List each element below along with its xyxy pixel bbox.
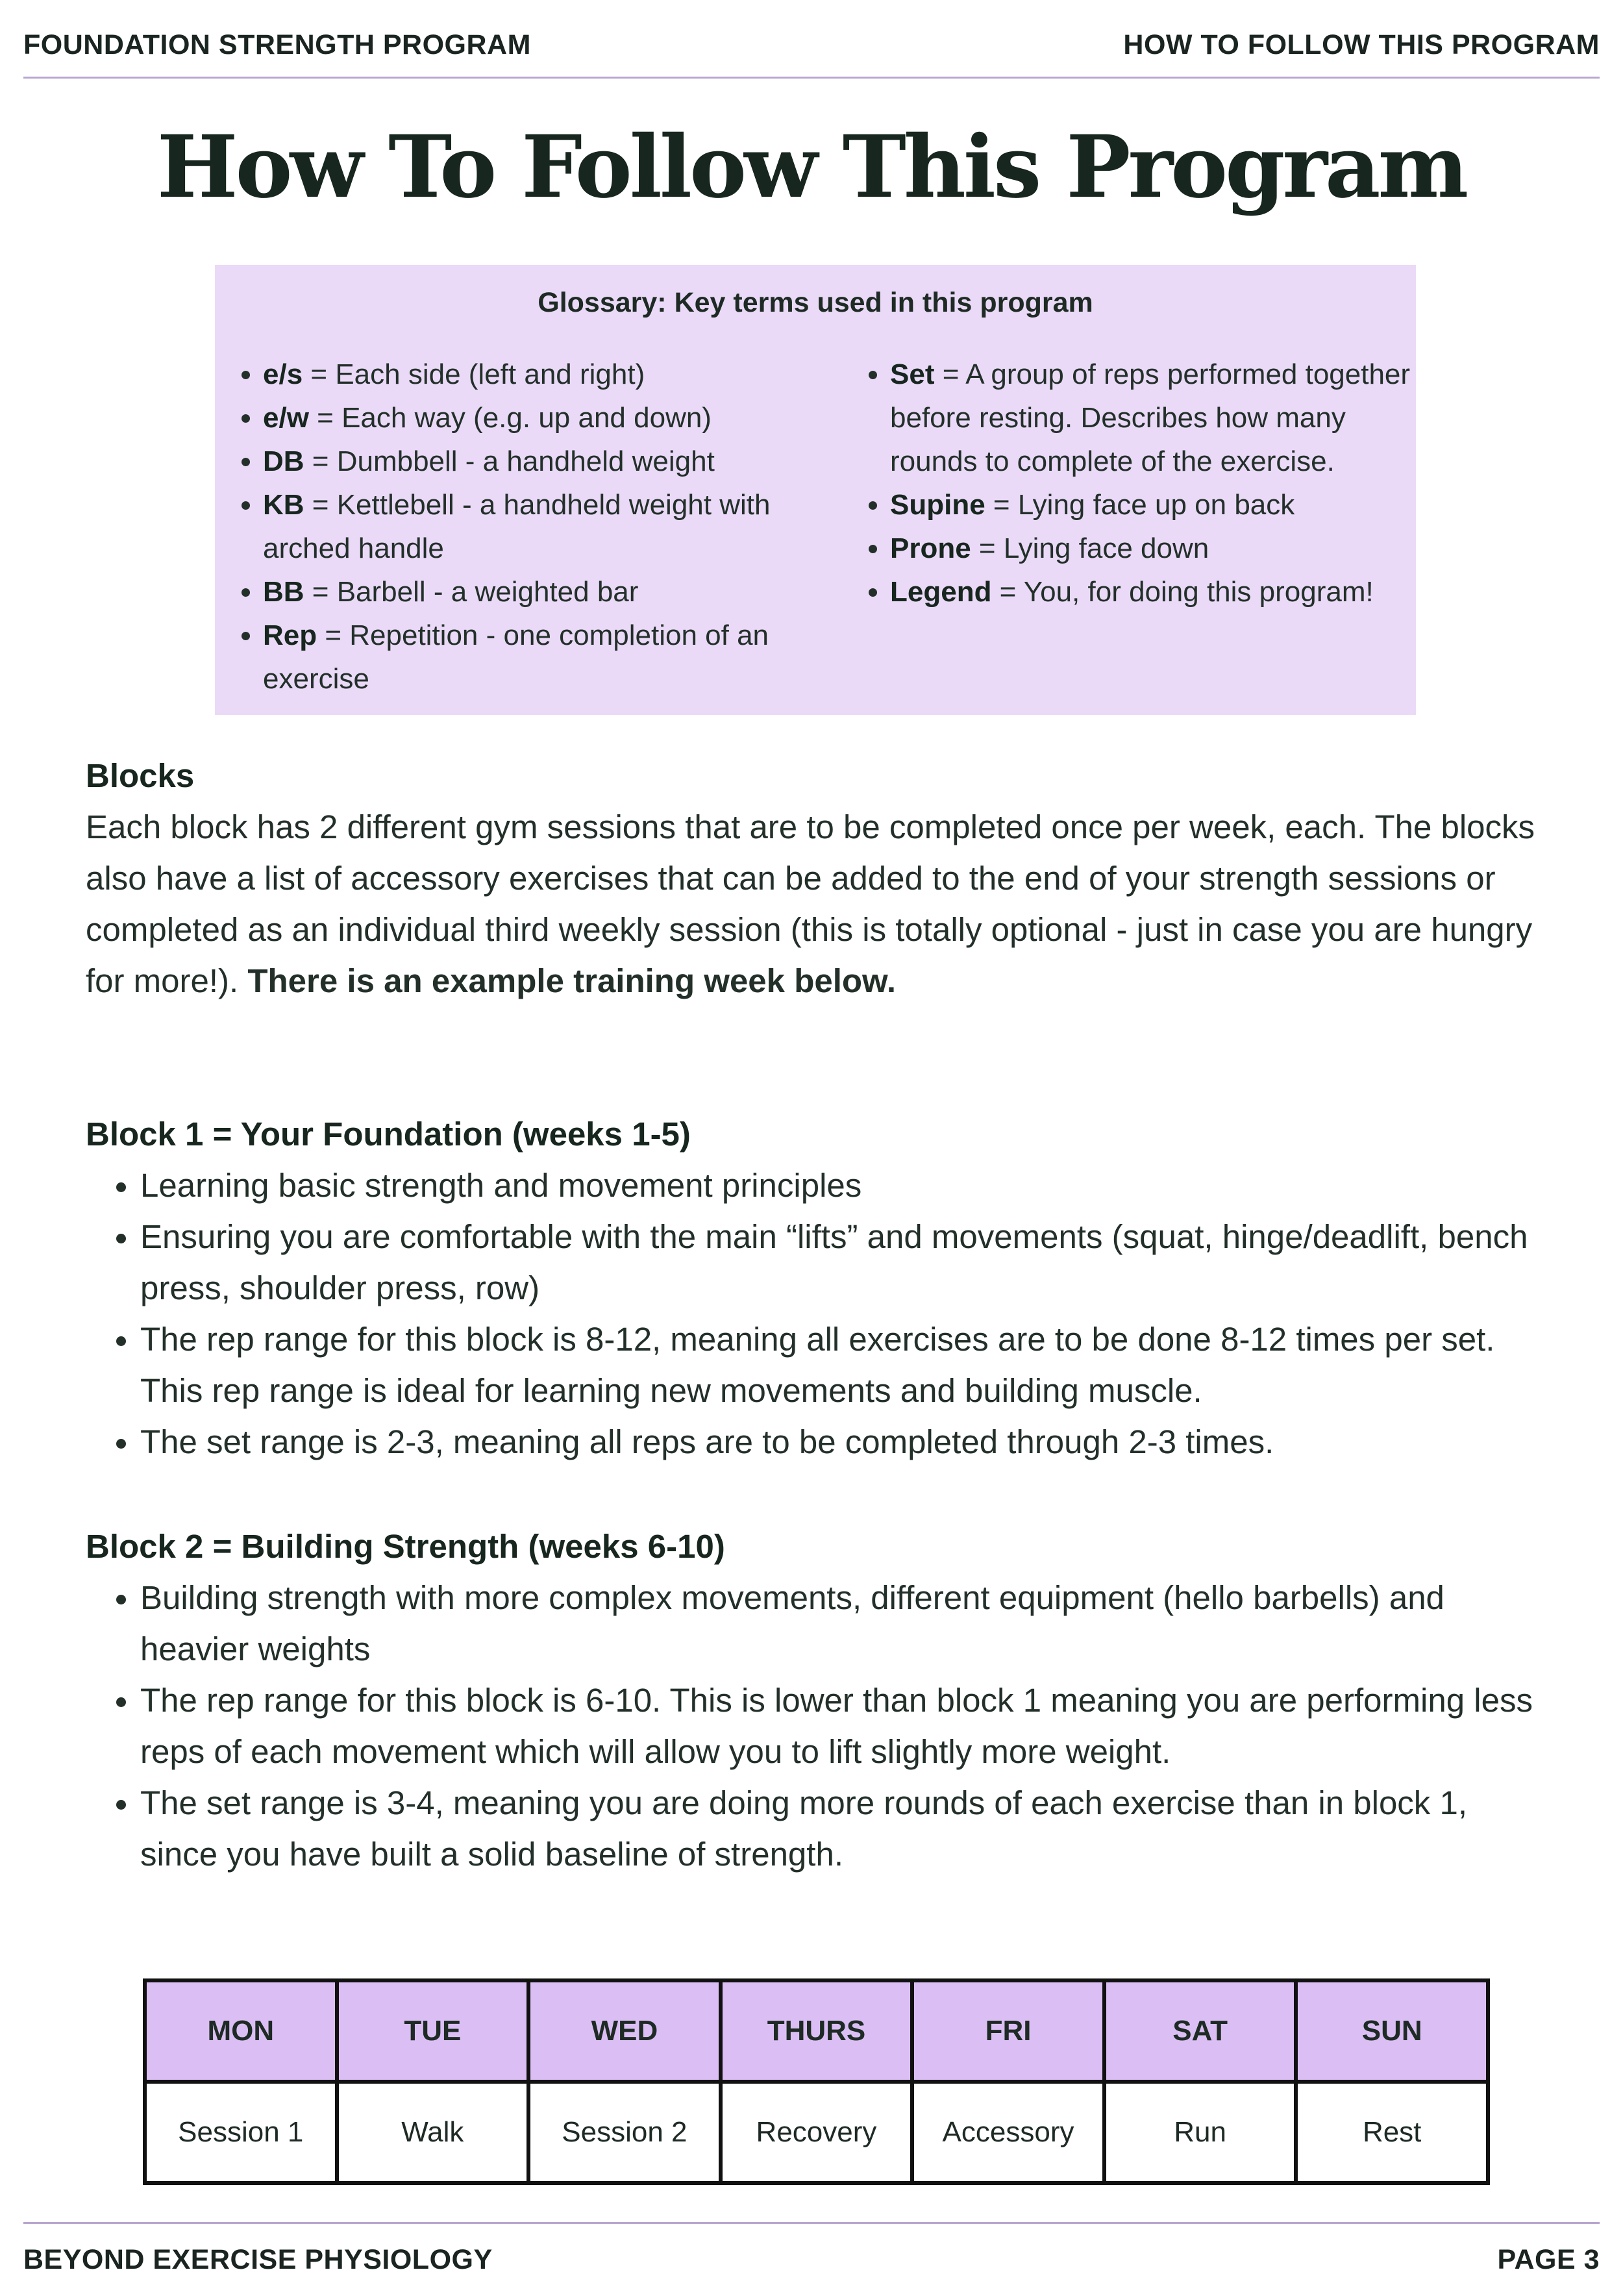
- day-header: TUE: [337, 1980, 529, 2082]
- blocks-intro-section: [86, 750, 1553, 1006]
- list-item: • The set range is 3-4, meaning you are doing more rounds of each exercise than in block 1, since you have built a solid baseline of strength.: [140, 1777, 1553, 1880]
- glossary-left-column: [215, 353, 812, 701]
- page-footer: [23, 2222, 1600, 2276]
- glossary-term: BB: [263, 576, 304, 608]
- block2-heading: Block 2 = Building Strength (weeks 6-10): [86, 1528, 725, 1565]
- list-item: • Building strength with more complex movements, different equipment (hello barbells) and heavier weights: [140, 1572, 1553, 1675]
- glossary-definition: = Lying face up on back: [985, 489, 1295, 521]
- glossary-term: e/s: [263, 358, 303, 390]
- glossary-item: [263, 353, 812, 396]
- glossary-term: e/w: [263, 402, 309, 434]
- glossary-term: Set: [890, 358, 935, 390]
- blocks-intro-emphasis: There is an example training week below.: [247, 962, 896, 999]
- glossary-term: DB: [263, 445, 304, 477]
- blocks-intro-paragraph: [86, 801, 1553, 1006]
- day-header: SUN: [1296, 1980, 1488, 2082]
- glossary-term: Supine: [890, 489, 985, 521]
- activity-cell: Run: [1104, 2082, 1296, 2183]
- header-section-name: HOW TO FOLLOW THIS PROGRAM: [1123, 29, 1600, 60]
- glossary-definition: = You, for doing this program!: [991, 576, 1374, 608]
- list-item: • The rep range for this block is 6-10. This is lower than block 1 meaning you are performing less reps of each movement which will allow you to lift slightly more weight.: [140, 1675, 1553, 1777]
- footer-page-number: PAGE 3: [1497, 2244, 1600, 2275]
- list-item: • Ensuring you are comfortable with the main “lifts” and movements (squat, hinge/deadlift, bench press, shoulder press, row): [140, 1211, 1553, 1314]
- block2-section: [86, 1521, 1553, 1880]
- glossary-right-column: [842, 353, 1416, 614]
- table-header-row: [145, 1980, 1488, 2082]
- activity-cell: Accessory: [912, 2082, 1104, 2183]
- glossary-term: Legend: [890, 576, 992, 608]
- glossary-item: [890, 483, 1416, 527]
- page-title: How To Follow This Program: [156, 117, 1467, 218]
- day-header: MON: [145, 1980, 337, 2082]
- activity-cell: Session 2: [528, 2082, 721, 2183]
- day-header: FRI: [912, 1980, 1104, 2082]
- example-week-table: [143, 1978, 1490, 2185]
- day-header: THURS: [721, 1980, 913, 2082]
- block1-heading: Block 1 = Your Foundation (weeks 1-5): [86, 1116, 691, 1153]
- list-item: • Learning basic strength and movement principles: [140, 1160, 1553, 1211]
- glossary-item: [263, 483, 812, 570]
- glossary-item: [890, 570, 1416, 614]
- glossary-title: Glossary: Key terms used in this program: [538, 287, 1093, 318]
- glossary-definition: = Dumbbell - a handheld weight: [304, 445, 715, 477]
- block2-list: [86, 1572, 1553, 1880]
- activity-cell: Session 1: [145, 2082, 337, 2183]
- block1-section: [86, 1108, 1553, 1467]
- header-program-name: FOUNDATION STRENGTH PROGRAM: [23, 29, 531, 60]
- blocks-intro-text: Each block has 2 different gym sessions that are to be completed once per week, each. The blocks also have a list of accessory exercises that can be added to the end of your strength sessions or completed as an individual third weekly session (this is totally optional - just in case you are hungry for more!).: [86, 808, 1535, 999]
- glossary-item: [890, 527, 1416, 570]
- day-header: WED: [528, 1980, 721, 2082]
- glossary-term: Rep: [263, 619, 317, 651]
- list-item: • The rep range for this block is 8-12, meaning all exercises are to be done 8-12 times per set. This rep range is ideal for learning new movements and building muscle.: [140, 1314, 1553, 1416]
- glossary-item: [263, 614, 812, 701]
- blocks-heading: Blocks: [86, 757, 195, 794]
- glossary-definition: = A group of reps performed together before resting. Describes how many rounds to complete of the exercise.: [890, 358, 1411, 477]
- table-row: [145, 2082, 1488, 2183]
- glossary-definition: = Each side (left and right): [303, 358, 645, 390]
- page-header: [23, 25, 1600, 79]
- block1-list: [86, 1160, 1553, 1467]
- activity-cell: Rest: [1296, 2082, 1488, 2183]
- glossary-definition: = Kettlebell - a handheld weight with arched handle: [263, 489, 771, 564]
- glossary-item: [263, 396, 812, 440]
- day-header: SAT: [1104, 1980, 1296, 2082]
- list-item: • The set range is 2-3, meaning all reps are to be completed through 2-3 times.: [140, 1416, 1553, 1467]
- footer-brand: BEYOND EXERCISE PHYSIOLOGY: [23, 2244, 493, 2275]
- glossary-term: Prone: [890, 532, 971, 564]
- glossary-definition: = Repetition - one completion of an exercise: [263, 619, 769, 695]
- glossary-box: [215, 265, 1416, 715]
- glossary-definition: = Each way (e.g. up and down): [308, 402, 712, 434]
- glossary-definition: = Barbell - a weighted bar: [304, 576, 639, 608]
- glossary-definition: = Lying face down: [971, 532, 1209, 564]
- activity-cell: Walk: [337, 2082, 529, 2183]
- glossary-item: [890, 353, 1416, 483]
- glossary-term: KB: [263, 489, 304, 521]
- glossary-item: [263, 570, 812, 614]
- activity-cell: Recovery: [721, 2082, 913, 2183]
- glossary-item: [263, 440, 812, 483]
